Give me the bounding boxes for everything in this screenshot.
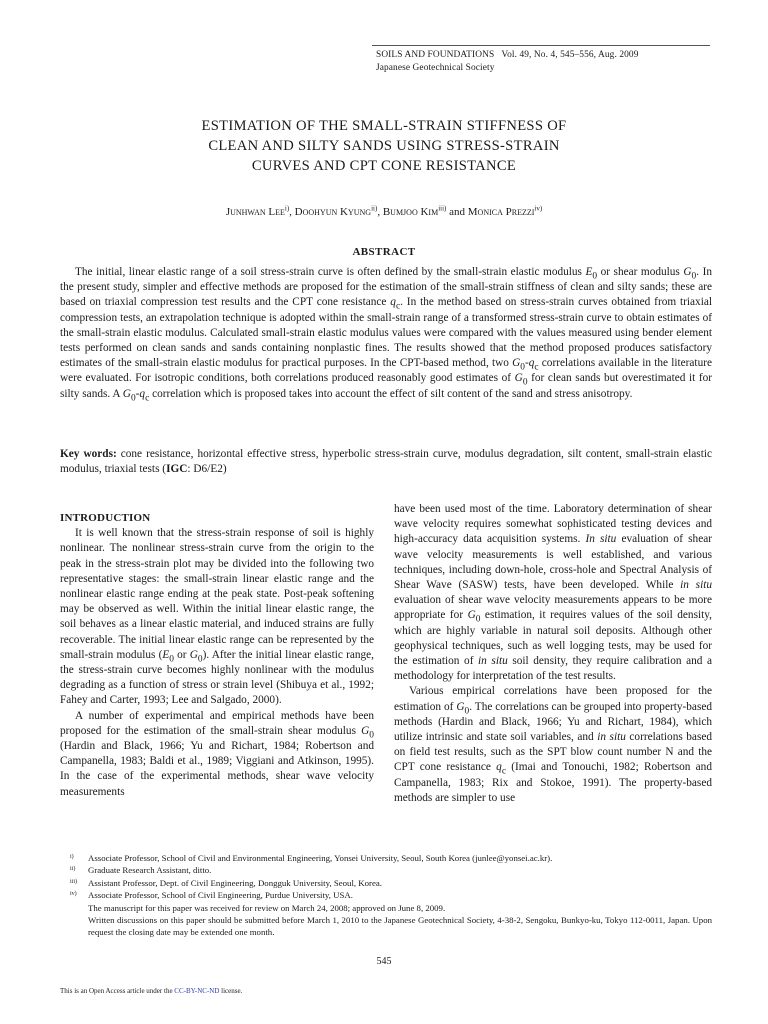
- paragraph-text: or: [173, 648, 190, 661]
- paragraph-text: have been used most of the time. Laboratory determination of shear wave velocity requires somewhat sophisticated testing devices and high-accuracy data acquisition systems.: [394, 503, 712, 546]
- subscript-zero: 0: [522, 377, 528, 388]
- affiliation-mark: i): [284, 204, 290, 213]
- subscript-zero: 0: [369, 730, 374, 741]
- journal-header: [376, 49, 639, 75]
- author-separator: and: [446, 206, 468, 218]
- symbol-dash: -: [524, 357, 529, 370]
- journal-citation: SOILS AND FOUNDATIONS Vol. 49, No. 4, 545–556, Aug. 2009: [376, 50, 639, 60]
- footnote: [60, 852, 712, 864]
- footnote-mark: ii): [70, 866, 76, 873]
- section-heading: INTRODUCTION: [60, 512, 151, 524]
- author-name: Doohyun Kyung: [294, 206, 372, 218]
- symbol-E: E: [585, 266, 593, 278]
- abstract-text: correlation which is proposed takes into account the effect of silt content of the sand and stress anisotropy.: [149, 387, 633, 400]
- in-situ-term: in situ: [597, 731, 626, 744]
- symbol-G: G: [122, 387, 131, 400]
- author-name: Junhwan Lee: [225, 206, 285, 218]
- license-suffix: license.: [219, 987, 243, 995]
- abstract-body: [60, 265, 712, 402]
- paragraph-text: soil density, they require calibration and a methodology for interpretation of the test results.: [394, 655, 712, 683]
- paragraph-text: . The correlations can be grouped into property-based methods (Hardin and Black, 1966; Yu and Richart, 1984), which utilize intrinsic and state soil variables, and: [394, 700, 712, 744]
- subscript-c: c: [145, 392, 150, 403]
- abstract-heading: ABSTRACT: [352, 246, 416, 258]
- license-prefix: This is an Open Access article under the: [60, 987, 175, 995]
- symbol-G: G: [467, 609, 476, 622]
- paragraph-text: evaluation of shear wave velocity measurements appears to be more appropriate for: [394, 594, 712, 622]
- subscript-zero: 0: [464, 705, 470, 716]
- footnote: [60, 877, 712, 889]
- affiliation-mark: ii): [371, 204, 378, 213]
- subscript-zero: 0: [691, 271, 697, 282]
- paragraph-text: (Imai and Tonouchi, 1982; Robertson and Campanella, 1983; Rix and Stokoe, 1991). The property-based methods are simpler to use: [394, 761, 712, 804]
- author-name: Monica Prezzi: [467, 206, 535, 218]
- keywords: [60, 447, 712, 477]
- manuscript-note: The manuscript for this paper was received for review on March 24, 2008; approved on June 8, 2009.: [88, 902, 446, 913]
- paragraph-text: evaluation of shear wave velocity measurements is well established, and various techniques, including down-hole, cross-hole and Spectral Analysis of Shear Wave (SASW) tests, have been developed. While: [394, 533, 712, 592]
- subscript-c: c: [501, 766, 507, 777]
- author-list: [60, 204, 708, 220]
- paragraph-text: Various empirical correlations have been proposed for the estimation of: [394, 685, 712, 713]
- abstract-text: The initial, linear elastic range of a soil stress-strain curve is often defined by the small-strain elastic modulus: [75, 266, 586, 278]
- symbol-G: G: [512, 357, 521, 370]
- symbol-q: q: [496, 761, 502, 774]
- in-situ-term: in situ: [680, 579, 712, 592]
- subscript-zero: 0: [475, 614, 481, 625]
- paragraph-text: correlations based on field test results, such as the SPT blow count number N and the CPT cone resistance: [394, 731, 712, 774]
- symbol-G: G: [683, 266, 692, 278]
- footnote-text: Associate Professor, School of Civil and Environmental Engineering, Yonsei University, Seoul, South Korea (junlee@yonsei.ac.kr).: [88, 853, 553, 863]
- title-line-3: CURVES AND CPT CONE RESISTANCE: [251, 158, 517, 174]
- paragraph: [394, 684, 712, 806]
- abstract-text: . In the method based on stress-strain curves obtained from triaxial compression tests, an extrapolation technique is adopted within the small-strain range of a transformed stress-strain curve to obtain estimates of the small-strain elastic modulus. Calculated small-strain elastic modulus values were compared with the values measured using bender element tests performed on clean sands and sands containing nonplastic fines. The results showed that the method proposed produces satisfactory estimates of the small-strain elastic modulus for practical purposes. In the CPT-based method, two: [60, 296, 712, 370]
- title-line-2: CLEAN AND SILTY SANDS USING STRESS-STRAIN: [208, 138, 560, 154]
- abstract-text: . In the present study, simpler and effective methods are proposed for the estimation of the small-strain stiffness of clean and silty sands; these are based on triaxial compression test results and the CPT cone resistance: [60, 266, 712, 309]
- symbol-E: E: [162, 648, 170, 661]
- subscript-c: c: [534, 362, 539, 373]
- footnote-mark: iv): [70, 891, 77, 898]
- paragraph: [60, 526, 374, 708]
- abstract-text: or shear modulus: [597, 266, 684, 278]
- keywords-label: Key words:: [60, 448, 117, 460]
- paragraph-text: ). After the initial linear elastic range, the stress-strain curve becomes highly nonlinear with the modulus degrading as a function of stress or strain level (Shibuya et al., 1992; Fahey and Carter, 1993; Lee and Salgado, 2000).: [60, 648, 374, 707]
- paragraph-text: estimation, it requires values of the soil density, which are highly variable in natural soil deposits. Although other geophysical techniques, such as well logging tests, may be used for the estimation of: [394, 609, 712, 668]
- header-rule: [372, 45, 710, 46]
- footnote-mark: iii): [70, 878, 77, 885]
- symbol-q: q: [139, 387, 146, 400]
- footnote: [60, 889, 712, 901]
- footnote: [60, 864, 712, 876]
- in-situ-term: In situ: [585, 533, 617, 546]
- subscript-zero: 0: [197, 654, 203, 665]
- author-separator: ,: [377, 206, 383, 218]
- subscript-zero: 0: [592, 271, 598, 282]
- footnote-text: Assistant Professor, Dept. of Civil Engineering, Dongguk University, Seoul, Korea.: [88, 877, 382, 888]
- symbol-G: G: [189, 648, 198, 661]
- subscript-zero: 0: [130, 392, 136, 403]
- igc-value: : D6/E2): [187, 463, 227, 476]
- left-column: [60, 511, 374, 800]
- page-number: 545: [376, 956, 392, 967]
- discussion-note: Written discussions on this paper should be submitted before March 1, 2010 to the Japanese Geotechnical Society, 4-38-2, Sengoku, Bunkyo-ku, Tokyo 112-0011, Japan. Upon request the closing date may be extended one month.: [88, 915, 712, 938]
- symbol-G: G: [456, 700, 465, 713]
- paragraph: [60, 709, 374, 800]
- igc-label: IGC: [166, 463, 188, 476]
- paragraph-text: (Hardin and Black, 1966; Yu and Richart, 1984; Robertson and Campanella, 1983; Baldi et al., 1989; Viggiani and Atkinson, 1995). In the case of the experimental methods, shear wave velocity measurements: [60, 740, 374, 798]
- subscript-c: c: [395, 301, 401, 312]
- affiliation-mark: iii): [438, 204, 447, 213]
- in-situ-term: in situ: [478, 655, 508, 668]
- symbol-q: q: [390, 296, 396, 309]
- symbol-q: q: [528, 357, 535, 370]
- abstract-text: correlations available in the literature were evaluated. For isotropic conditions, both correlations produced reasonably good estimates of: [60, 357, 712, 385]
- symbol-G: G: [514, 372, 523, 385]
- license-link[interactable]: CC-BY-NC-ND: [174, 987, 220, 995]
- paragraph-text: It is well known that the stress-strain response of soil is highly nonlinear. The nonlinear stress-strain curve from the origin to the peak in the stress-strain plot may be divided into the following two representative stages: the small-strain linear elastic range and the nonlinear elastic range ending at the peak state. Post-peak softening may be observed as well. Within the initial linear elastic range, the soil behaves as a linear elastic material, and induced strains are fully recoverable. The initial linear elastic range can be represented by the small-strain modulus (: [60, 527, 374, 661]
- footnotes: [60, 852, 712, 939]
- symbol-dash: -: [135, 387, 140, 400]
- author-name: Bumjoo Kim: [382, 206, 439, 218]
- paper-title: [60, 116, 708, 176]
- footnote-text: Associate Professor, School of Civil Engineering, Purdue University, USA.: [88, 890, 353, 901]
- author-separator: ,: [289, 206, 295, 218]
- footnote-mark: i): [70, 854, 74, 860]
- subscript-zero: 0: [520, 362, 525, 373]
- paragraph-text: A number of experimental and empirical methods have been proposed for the estimation of the small-strain shear modulus: [60, 709, 374, 737]
- paragraph: [394, 502, 712, 684]
- footnote-text: Graduate Research Assistant, ditto.: [88, 865, 212, 876]
- abstract-text: for clean sands but overestimated it for silty sands. A: [60, 372, 713, 400]
- affiliation-mark: iv): [534, 204, 543, 213]
- title-line-1: ESTIMATION OF THE SMALL-STRAIN STIFFNESS OF: [201, 118, 567, 134]
- subscript-zero: 0: [169, 654, 174, 665]
- society-name: Japanese Geotechnical Society: [376, 63, 495, 73]
- symbol-G: G: [361, 724, 370, 737]
- right-column: [394, 502, 712, 806]
- license-notice: [60, 987, 242, 995]
- keywords-text: cone resistance, horizontal effective stress, hyperbolic stress-strain curve, modulus degradation, silt content, small-strain elastic modulus, triaxial tests (: [60, 448, 712, 476]
